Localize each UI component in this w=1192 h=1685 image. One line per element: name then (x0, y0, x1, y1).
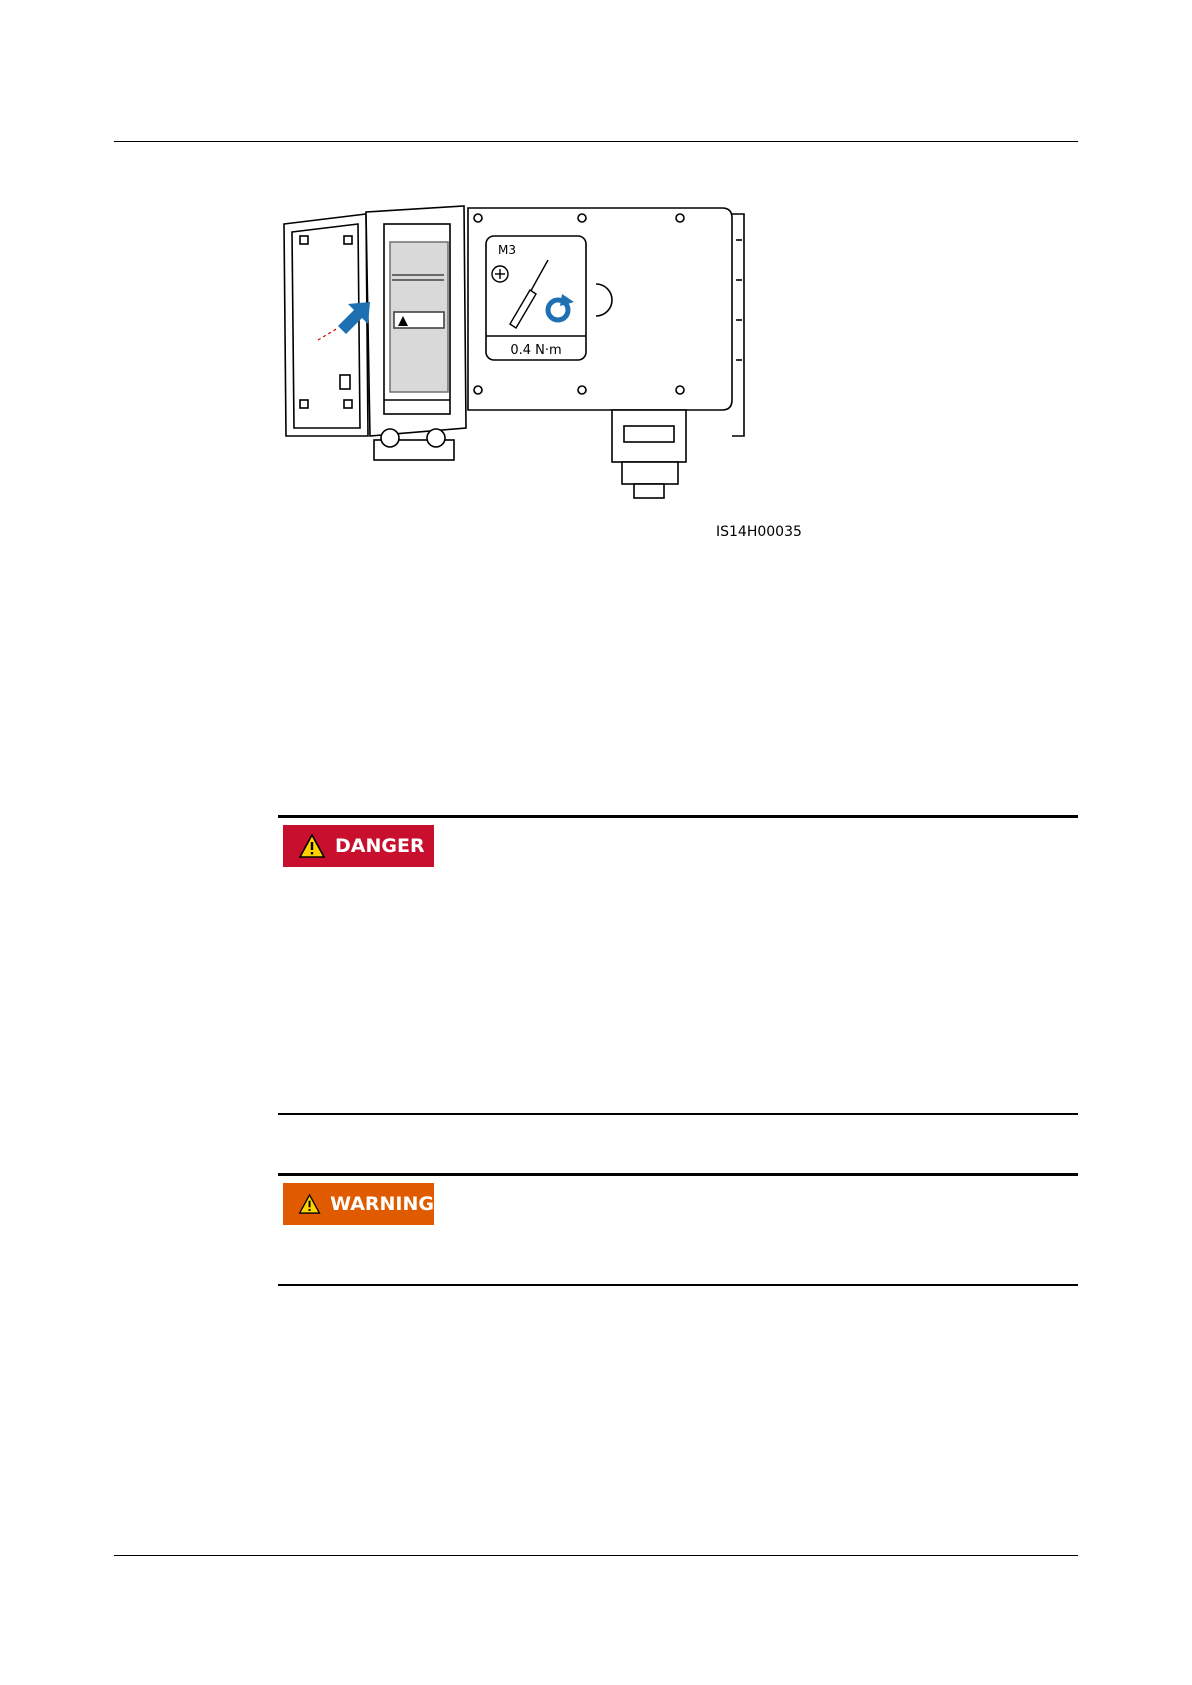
warning-triangle-icon (298, 1191, 321, 1217)
device-figure (278, 200, 818, 550)
danger-label: DANGER (335, 835, 425, 857)
figure-id-label: IS14H00035 (716, 524, 802, 540)
warning-top-rule (278, 1173, 1078, 1176)
warning-triangle-icon (298, 833, 326, 859)
maintenance-compartment (366, 206, 466, 460)
inverter-illustration (278, 200, 818, 550)
header-rule (114, 141, 1078, 142)
screw-size-label: M3 (498, 243, 516, 257)
warning-label: WARNING (330, 1193, 434, 1215)
warning-bottom-rule (278, 1284, 1078, 1286)
warning-badge (283, 1183, 434, 1225)
danger-top-rule (278, 815, 1078, 818)
danger-badge (283, 825, 434, 867)
danger-bottom-rule (278, 1113, 1078, 1115)
footer-rule (114, 1555, 1078, 1556)
torque-value-label: 0.4 N·m (510, 343, 562, 358)
open-door (284, 214, 368, 436)
